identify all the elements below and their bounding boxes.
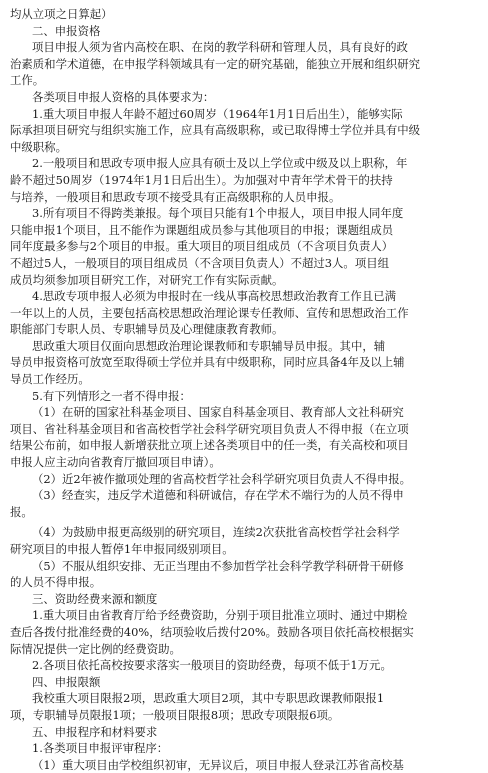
text-line: 1.重大项目由省教育厅给予经费资助，分别于项目批准立项时、通过中期检	[32, 608, 408, 623]
section-heading: 二、申报资格	[32, 23, 101, 38]
text-line: 际承担项目研究与组织实施工作，应具有高级职称，或已取得博士学位并具有中级	[10, 123, 421, 138]
text-line: 与培养，一般项目和思政专项不接受具有正高级职称的人员申报。	[10, 189, 341, 204]
text-line: 不超过5人，一般项目的项目组成员（不含项目负责人）不超过3人。项目组	[10, 255, 389, 270]
text-line: 导员工作经历。	[10, 372, 90, 387]
section-heading: 五、申报程序和材料要求	[32, 724, 158, 739]
text-line: 成员均须参加项目研究工作，对研究工作有实际贡献。	[10, 272, 284, 287]
text-line: 4.思政专项申报人必须为申报时在一线从事高校思想政治教育工作且已满	[32, 289, 396, 304]
text-line: 5.有下列情形之一者不得申报：	[32, 388, 191, 403]
text-line: 项目申报人须为省内高校在职、在岗的教学科研和管理人员，具有良好的政	[32, 40, 408, 55]
text-line: 结果公布前，如申报人新增获批立项上述各类项目中的任一类，有关高校和项目	[10, 438, 409, 453]
text-line: 治素质和学术道德，在申报学科领域具有一定的研究基础，能独立开展和组织研究	[10, 56, 421, 71]
text-line: （5）不服从组织安排、无正当理由不参加哲学社会科学教学科研骨干研修	[32, 558, 404, 573]
text-line: 的人员不得申报。	[10, 575, 102, 590]
text-line: 际情况提供一定比例的经费资助。	[10, 641, 181, 656]
text-line: 同年度最多参与2个项目的申报。重大项目的项目组成员（不含项目负责人）	[10, 239, 394, 254]
text-line: 研究项目的申报人暂停1年申报同级别项目。	[10, 542, 234, 556]
text-line: 导员申报资格可放宽至取得硕士学位并具有中级职称，同时应具备4年及以上辅	[10, 355, 405, 370]
text-line: 报。	[10, 504, 33, 519]
text-line: 只能申报1个项目，且不能作为课题组成员参与其他项目的申报；课题组成员	[10, 222, 394, 237]
text-line: （1）重大项目由学校组织初审，无异议后，项目申报人登录江苏省高校基	[32, 757, 404, 772]
text-line: 中级职称。	[10, 139, 67, 154]
text-line: 我校重大项目限报2项，思政重大项目2项，其中专职思政课教师限报1	[32, 691, 385, 706]
text-line: （1）在研的国家社科基金项目、国家自科基金项目、教育部人文社科研究	[32, 405, 404, 420]
text-line: 思政重大项目仅面向思想政治理论课教师和专职辅导员申报。其中，辅	[32, 338, 386, 353]
text-line: 1.重大项目申报人年龄不超过60周岁（1964年1月1日后出生），能够实际	[32, 106, 403, 121]
text-line: 项目、省社科基金项目和省高校哲学社会科学研究项目负责人不得申报（在立项	[10, 421, 409, 436]
text-line: 龄不超过50周岁（1974年1月1日后出生）。为加强对中青年学术骨干的扶持	[10, 172, 393, 187]
text-line: 项，专职辅导员限报1项；一般项目限报8项；思政专项限报6项。	[10, 707, 340, 722]
text-line: （2）近2年被作撤项处理的省高校哲学社会科学研究项目负责人不得申报。	[32, 471, 411, 486]
text-line: （4）为鼓励申报更高级别的研究项目，连续2次获批省高校哲学社会科学	[32, 525, 400, 540]
text-line: 申报人应主动向省教育厅撤回项目申请）。	[10, 455, 221, 470]
text-line: 均从立项之日算起）	[10, 7, 113, 21]
section-heading: 四、申报限额	[32, 674, 101, 689]
text-line: 一年以上的人员，主要包括高校思想政治理论课专任教师、宣传和思想政治工作	[10, 305, 409, 320]
text-line: 工作。	[10, 73, 45, 88]
text-line: 查后各拨付批准经费的40%，结项验收后拨付20%。鼓励各项目依托高校根据实	[10, 624, 414, 639]
text-line: 3.所有项目不得跨类兼报。每个项目只能有1个申报人，项目申报人同年度	[32, 206, 404, 221]
section-heading: 三、资助经费来源和额度	[32, 591, 158, 606]
text-line: 职能部门专职人员、专职辅导员及心理健康教育教师。	[10, 322, 284, 337]
text-line: 2.各项目依托高校按要求落实一般项目的资助经费，每项不低于1万元。	[32, 658, 392, 673]
text-line: 1.各类项目申报评审程序：	[32, 741, 169, 756]
text-line: （3）经查实，违反学术道德和科研诚信，存在学术不端行为的人员不得申	[32, 488, 404, 503]
text-line: 各类项目申报人资格的具体要求为：	[32, 89, 215, 104]
text-line: 2.一般项目和思政专项申报人应具有硕士及以上学位或中级及以上职称，年	[32, 156, 408, 171]
